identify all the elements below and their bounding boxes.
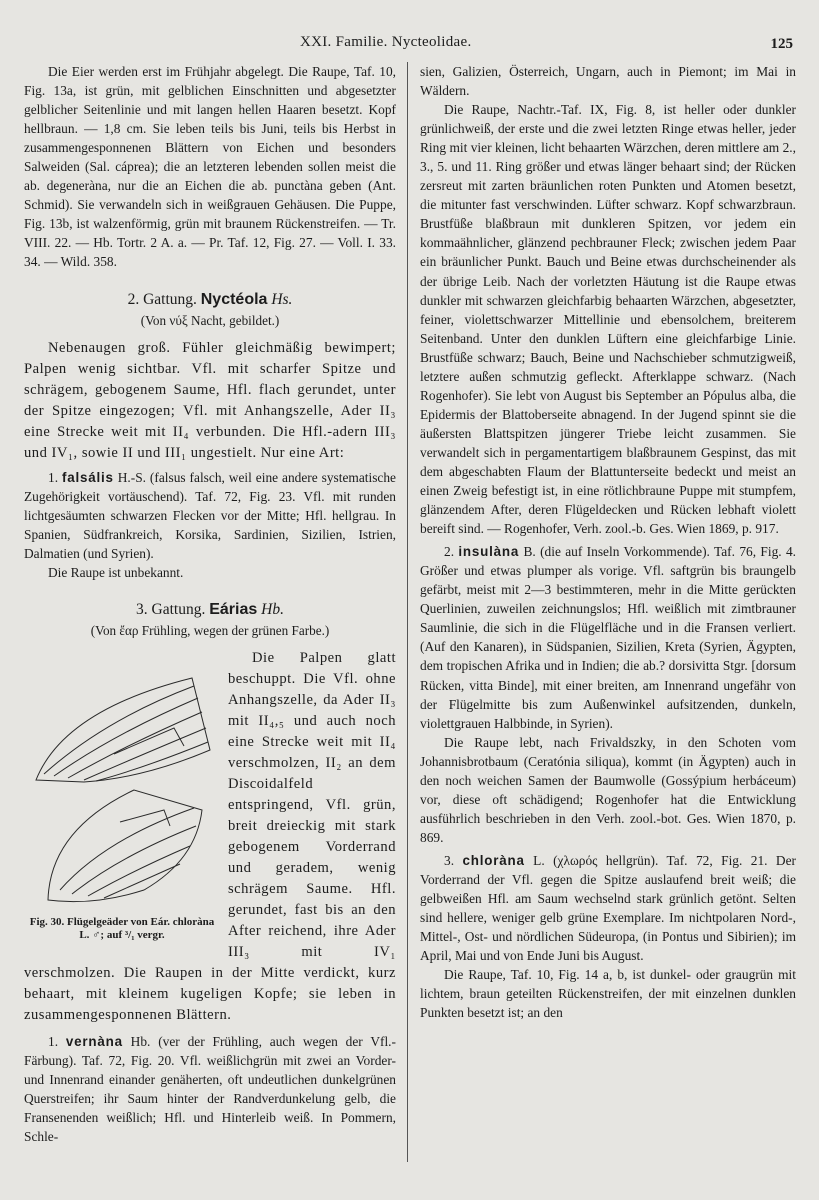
species-number: 1. (48, 1033, 59, 1049)
larva-note: Die Raupe ist unbekannt. (48, 564, 184, 580)
genus-description: Nebenaugen groß. Fühler gleichmäßig bewimpert; Palpen wenig sichtbar. Vfl. mit scharfer Spitze und schrägem, gebogenem Saume, Hfl. flach gerundet, unter der Spitze eingezogen; Vfl. mit Anhangszelle, Ader II₃ eine Strecke weit mit II₄ verbunden. Die Hfl.-adern III₃ und IV₁, sowie II und III₁ ungestielt. Nur eine Art: (24, 339, 396, 461)
species-number: 1. (48, 469, 59, 485)
species-number: 3. (444, 852, 455, 868)
page-number: 125 (770, 36, 793, 52)
genus-etymology: (Von ἔαρ Frühling, wegen der grünen Farbe.) (90, 622, 330, 638)
running-title: XXI. Familie. Nycteolidae. (300, 34, 472, 50)
species-name: vernàna (65, 1033, 123, 1049)
genus-etymology: (Von νύξ Nacht, gebildet.) (140, 312, 280, 328)
genus-heading-nycteola (24, 289, 396, 311)
larva-note: Die Raupe lebt, nach Frivaldszky, in den Schoten vom Johannisbrotbaum (Ceratónia siliqua), kommt (in Ägypten) auch in den noch weichen Samen der Baumwolle (Gossýpium herbáceum) vor, diese oft schädigend; Rogenhofer hat die Entwicklung ausführlich beschrieben in den Verh. zool.-bot. Ges. Wien 1870, p. 869. (420, 734, 796, 845)
figure-wing-venation (24, 650, 220, 960)
left-column (24, 62, 396, 1146)
paragraph-distribution: sien, Galizien, Österreich, Ungarn, auch in Piemont; im Mai in Wäldern. (420, 64, 796, 99)
larva-note: Die Raupe, Taf. 10, Fig. 14 a, b, ist dunkel- oder graugrün mit lichtem, braun geteilten Rückenstreifen, der mit einzelnen dunklen Punkten besetzt ist; an den (420, 967, 796, 1021)
genus-prefix: 3. Gattung. (136, 600, 206, 618)
species-name: falsális (61, 469, 114, 485)
wing-venation-diagram (24, 650, 220, 912)
genus-author: Hs. (271, 290, 293, 308)
genus-author: Hb. (261, 600, 284, 618)
species-text: L. (χλωρός hellgrün). Taf. 72, Fig. 21. Der Vorderrand der Vfl. gegen die Spitze auslaufend breit weiß; die gelbweißen Hfl. am Saum wechselnd stark grünlich getönt. Selten sind hellere, weniger gelb grüne Exemplare. Im nichtpolaren Nord-, Mittel-, Ost- und nördlichen Südeuropa, (in Pontus und Sibirien); im April, Mai und von Ende Juni bis August. (420, 852, 796, 964)
paragraph-eggs-larva: Die Eier werden erst im Frühjahr abgelegt. Die Raupe, Taf. 10, Fig. 13a, ist grün, mit gelblichen Einschnitten und abgesetzter gelblicher Seitenlinie und mit langen hellen Haaren besetzt. Kopf hellbraun. — 1,8 cm. Sie leben teils bis Juni, teils bis Herbst in zusammengesponnenen Blättern von Eichen und besonders Salweiden (Sal. cáprea); die an letzteren lebenden sollen meist die ab. degeneràna, nur die an Eichen die ab. punctàna geben (Ant. Schmid). Sie verwandeln sich in weißgrauen Gehäusen. Die Puppe, Fig. 13b, ist walzenförmig, grün mit braunem Rückenstreifen. — Tr. VIII. 22. — Hb. Tortr. 2 A. a. — Pr. Taf. 12, Fig. 27. — Voll. I. 33. 34. — Wild. 358. (24, 64, 396, 270)
species-name: chloràna (462, 852, 525, 868)
species-entry-falsalis (24, 468, 396, 563)
genus-name: Nyctéola (200, 290, 268, 308)
species-entry-insulana (420, 542, 796, 732)
species-entry-chlorana (420, 851, 796, 965)
species-entry-vernana (24, 1032, 396, 1146)
genus-name: Eárias (209, 600, 258, 618)
species-number: 2. (444, 544, 455, 560)
running-header (0, 34, 819, 56)
right-column (420, 62, 796, 1022)
genus-heading-earias (24, 599, 396, 621)
species-name: insulàna (458, 544, 520, 560)
paragraph-larva-description: Die Raupe, Nachtr.-Taf. IX, Fig. 8, ist heller oder dunkler grünlichweiß, der erste und die zwei letzten Ringe etwas heller, jeder Ring mit vier kleinen, licht behaarten Wärzchen, deren mittlere am 2., 3., 5. und 11. Ring größer und etwas länger behaart sind; der Rücken zersreut mit zarten bräunlichen roten Punkten und Atomen besetzt, die mitunter fast verschwinden. Lüfter schwarz. Kopf schwarzbraun. Brustfüße blaßbraun mit dunkleren Spitzen, vor jedem ein kommaähnlicher, glänzend pechbrauner Fleck; zwischen jedem Paar ein bräunlicher Punkt. Bauch und Beine etwas durchscheinender als der übrige Leib. Nach der vorletzten Häutung ist die Raupe etwas dunkler mit schwarzen gleichfarbig behaarten Wärzchen, abgesetzter, feiner, violettschwarzer Mittellinie und ebensolchem, breiterem Seitenband. Unter den dunklen Lüftern eine gleichfarbige Linie. Brustfüße schwarz; Bauch, Beine und Nachschieber schmutzigweiß, letztere außen schmutzig gefleckt. Afterklappe schwarz. (Nach Rogenhofer). Sie lebt von August bis September an Pópulus alba, die Epidermis der Blattoberseite abnagend. In der Jugend spinnt sie die äußersten Blattspitzen jüngerer Triebe leicht zusammen. Sie verwandelt sich in pergamentartigem blaßbraunem Gespinst, das mit dem abgeschabten Flaum der Blattunterseite bedeckt und meist an einen Zweig befestigt ist, in eine rötlichbraune Puppe mit stumpfem, glänzendem After, deren Flügeldecken und Rücken lebhaft violett bereift sind. — Rogenhofer, Verh. zool.-b. Ges. Wien 1869, p. 917. (420, 102, 796, 537)
species-text: B. (die auf Inseln Vorkommende). Taf. 76, Fig. 4. Größer und etwas plumper als vorige. Vfl. saftgrün bis braungelb gefärbt, meist mit 2—3 bestimmteren, mehr in die Mitte gerückten Querlinien, zuweilen zeichnungslos; Hfl. weißlich mit zimtbrauner Saumlinie, die sich in die Flügelfläche und in die Fransen verliert. (Auf den Kanaren), in Südspanien, Sizilien, Kreta (Syrien, Ägypten, dem tropischen Afrika und in Indien; die ab.? dorsivitta Stgr. [dorsum Rücken, vitta Binde], mit einer breiten, am Innenrand ungefähr von der Flügelmitte bis zum Außenwinkel aufsitzenden, dunkeln, violettgrauen Halbbinde, in Syrien). (420, 544, 796, 731)
species-text: H.-S. (falsus falsch, weil eine andere systematische Zugehörigkeit vortäuschend). Taf. 72, Fig. 23. Vfl. mit runden lichtgesäumten schwarzen Flecken vor der Mitte; Hfl. hellgrau. In Spanien, Südfrankreich, Korsika, Sardinien, Sizilien, Istrien, Dalmatien (und Syrien). (24, 469, 396, 561)
column-divider (407, 62, 408, 1162)
figure-caption: Fig. 30. Flügelgeäder von Eár. chloràna L. ♂; auf ³/₁ vergr. (29, 915, 215, 941)
genus-prefix: 2. Gattung. (127, 290, 197, 308)
genus-description: Die Palpen glatt beschuppt. Die Vfl. ohne Anhangszelle, da Ader II₃ mit II₄,₅ und auch noch eine Strecke weit mit II₄ verschmolzen, II₂ an dem Discoidalfeld entspringend, Vfl. grün, breit dreieckig mit stark gebogenem Vorderrand und geradem, wenig schrägem Saume. Hfl. gerundet, fast bis an den After reichend, ihre Ader III₃ mit IV₁ verschmolzen. Die Raupen in der Mitte verdickt, kurz behaart, mit kleinem kugeligen Kopfe; sie leben in zusammengesponnenen Blättern. (24, 649, 396, 1023)
species-text: Hb. (ver der Frühling, auch wegen der Vfl.-Färbung). Taf. 72, Fig. 20. Vfl. weißlichgrün mit zwei an Vorder- und Innenrand einander genäherten, oft undeutlichen dunkelgrünen Querstreifen; ihr Saum hinter der Randverdunkelung gelb, die Fransenenden weißlich; Hfl. und Hinterleib weiß. In Pommern, Schle- (24, 1033, 396, 1145)
